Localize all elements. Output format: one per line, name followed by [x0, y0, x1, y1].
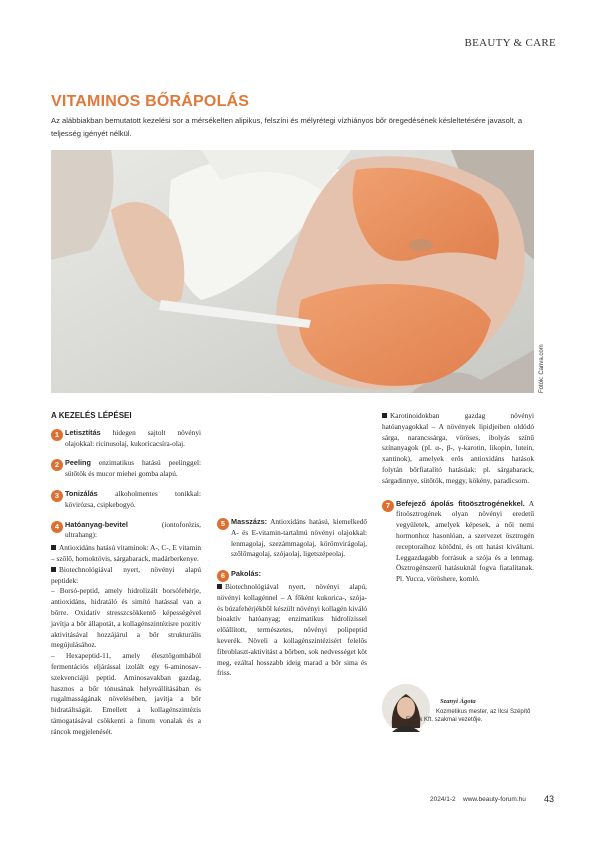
page-number: 43: [544, 794, 555, 804]
step-label: Masszázs:: [231, 517, 268, 526]
step-label: Letisztítás: [65, 427, 101, 437]
step-label: Tonizálás: [65, 488, 98, 498]
step-4-bullet-1: Antioxidáns hatású vitaminok: A-, C-, E vitamin – szőlő, homoktövis, sárgabarack, madárberkenye.: [51, 543, 201, 563]
facial-treatment-image: [51, 150, 534, 393]
step-text: Antioxidáns hatású, kiemelkedő A- és E-vitamin-tartalmú növényi olajokkal: lenmagolaj, szezámmagolaj, körömvirágolaj, szőlőmagolaj, szójaolaj, ligetszépeolaj.: [231, 517, 367, 559]
footer-issue: 2024/1-2: [430, 796, 456, 803]
step-1: [51, 428, 201, 450]
bullet-square-icon: [217, 584, 222, 589]
step-4-pea-peptide: – Borsó-peptid, amely hidrolizált borsófehérje, antioxidáns, hidratáló és simító hatással van a bőrre. Oxidatív stresszcsökkentő képességével javítja a bőr állapotát, a kollagénszintézisre pozitív aktivitásával hozzájárul a bőr strukturális megújulásához.: [51, 586, 201, 650]
step-5: [217, 517, 367, 560]
section-label: BEAUTY & CARE: [464, 37, 556, 49]
steps-heading: A KEZELÉS LÉPÉSEI: [51, 411, 132, 420]
author-box: [382, 684, 534, 740]
step-text: hidegen sajtolt növényi olajokkal: ricinusolaj, kukoricacsíra-olaj.: [65, 427, 201, 448]
step-4-bullet-2: Biotechnológiával nyert, növényi alapú peptidek:: [51, 564, 201, 585]
step-6: [217, 569, 367, 580]
step-6-bullet-2: Karotinoidokban gazdag növényi hatóanyagokkal – A növények lipidjeiben oldódó sárga, narancssárga, vöröses, ibolyás színű színanyagok (pl. α-, β-, γ-karotin, likopin, lutein, xantinok), amelyek erős antioxidáns hatások folytán bőrfiatalító hatásúak: pl. sárgabarack, sárgadinnye, sütőtök, meggy, kökény, paradicsom.: [382, 411, 534, 485]
step-label: Pakolás:: [231, 569, 262, 579]
step-label: Peeling: [65, 458, 91, 468]
step-2: [51, 458, 201, 480]
step-number-badge: 6: [217, 570, 229, 582]
photo-credit: Fotók: Canva.com: [539, 344, 545, 393]
author-role: Kozmetikus mester, az Ilcsi Szépítő Füvek Kft. szakmai vezetője.: [406, 709, 531, 723]
step-text: A fitoösztrogének olyan növényi eredetű vegyületek, amelyek képesek, a női nemi hormonhoz hasonlóan, a szervezet ösztrogén receptoraihoz kötődni, és ott hatást kiváltani. Leggazdagabb forrásuk a szója és a lenmag. Ösztrogénszerű hatásuknál fogva fiatalítanak. Pl. Yucca, vöröshere, komló.: [396, 498, 534, 584]
step-label: Befejező ápolás fitoösztrogénekkel.: [396, 498, 525, 508]
bullet-square-icon: [51, 545, 56, 550]
step-number-badge: 7: [382, 500, 394, 512]
step-number-badge: 1: [51, 429, 63, 441]
step-4-hexapeptide: – Hexapeptid-11, amely élesztőgombából fermentációs eljárással izolált egy 6-aminosav-szekvenciájú peptid. Aminosavakban gazdag, hasznos a bőr tónusának helyreállításában és rugalmasságának növelésében, javítja a bőr hidratáltságát. Emellett a kollagénszintézis támogatásával csökkenti a finom vonalak és a ráncok megjelenését.: [51, 651, 201, 736]
author-name: Szanyi Ágota: [440, 698, 476, 705]
hexapeptide-continued-area: [217, 411, 367, 517]
step-number-badge: 2: [51, 459, 63, 471]
step-number-badge: 5: [217, 518, 229, 530]
step-7: [382, 499, 534, 585]
column-1: [51, 411, 201, 738]
step-number-badge: 3: [51, 490, 63, 502]
step-label: Hatóanyag-bevitel: [65, 519, 128, 529]
step-6-bullet-1: Biotechnológiával nyert, növényi alapú, növényi kollagénnel – A főként kukorica-, szója- és búzafehérjékből készült növényi kollagén kiváló bioaktív hatóanyag; enzimatikus hidrolízissel előállított, természetes, növényi polipeptid keverék. Növeli a kollagénszintézisért felelős fibroblaszt-aktivitást a bőrben, sok nedvességet köt meg, ezáltal hosszabb ideig marad a bőr sima és friss.: [217, 581, 367, 678]
step-text: alkoholmentes tonikkal: kövirózsa, csipkebogyó.: [65, 488, 201, 509]
column-2: [217, 411, 367, 679]
bullet-square-icon: [51, 567, 56, 572]
step-text: enzimatikus hatású peelinggel: sütőtök és mucor miehei gomba alapú.: [65, 458, 201, 479]
step-text: (iontoforézis, ultrahang):: [65, 519, 201, 540]
bullet-square-icon: [382, 413, 387, 418]
step-3: [51, 489, 201, 511]
article-title: VITAMINOS BŐRÁPOLÁS: [51, 93, 250, 110]
footer-website[interactable]: www.beauty-forum.hu: [463, 796, 526, 803]
column-3: [382, 411, 534, 594]
step-number-badge: 4: [51, 521, 63, 533]
step-4: [51, 520, 201, 542]
article-intro: Az alábbiakban bemutatott kezelési sor a mérsékelten alipikus, felszíni és mélyrétegi vízhiányos bőr öregedésének késleltetésére javasolt, a teljesség igényét nélkül.: [51, 116, 523, 138]
hero-photo: [51, 150, 534, 393]
